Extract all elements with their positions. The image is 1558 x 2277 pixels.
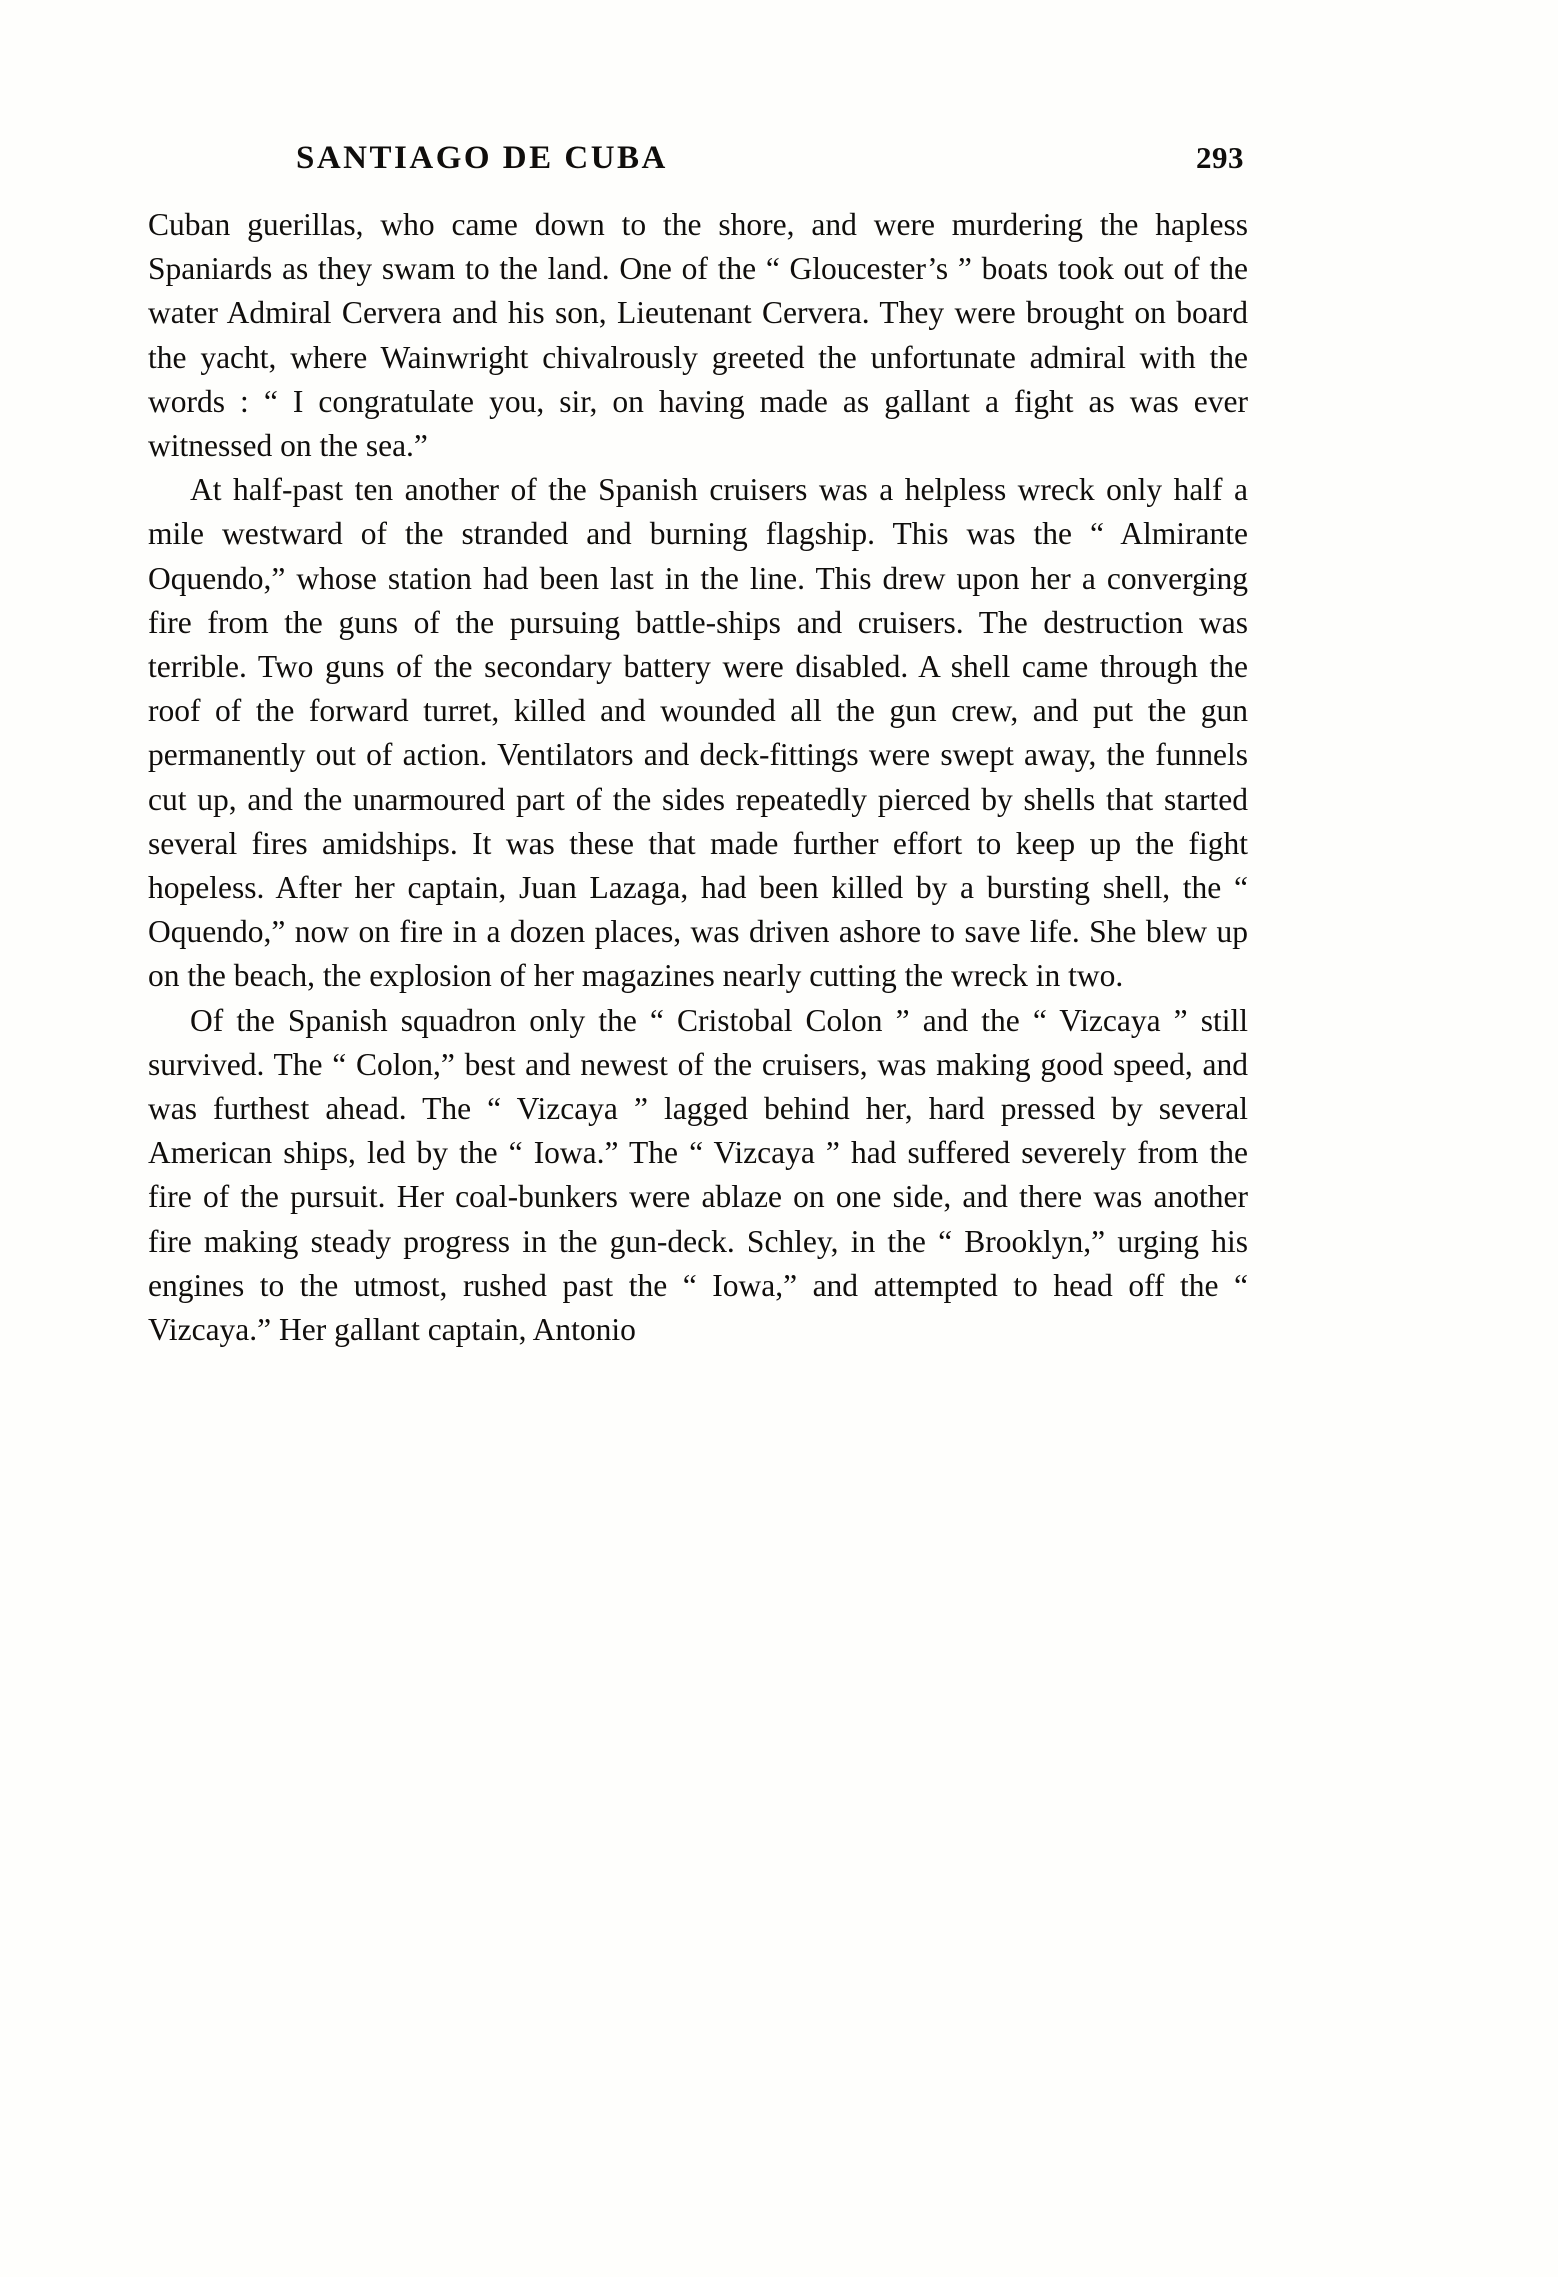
body-text	[148, 203, 1248, 1352]
running-head	[148, 140, 1248, 177]
paragraph: Of the Spanish squadron only the “ Cristobal Colon ” and the “ Vizcaya ” still survived. The “ Colon,” best and newest of the cruisers, was making good speed, and was furthest ahead. The “ Vizcaya ” lagged behind her, hard pressed by several American ships, led by the “ Iowa.” The “ Vizcaya ” had suffered severely from the fire of the pursuit. Her coal-bunkers were ablaze on one side, and there was another fire making steady progress in the gun-deck. Schley, in the “ Brooklyn,” urging his engines to the utmost, rushed past the “ Iowa,” and attempted to head off the “ Vizcaya.” Her gallant captain, Antonio	[148, 1002, 1248, 1348]
page-title: SANTIAGO DE CUBA	[296, 140, 668, 176]
page-content	[148, 140, 1248, 1352]
page-number: 293	[1196, 140, 1244, 175]
paragraph: Cuban guerillas, who came down to the shore, and were murdering the hapless Spaniards as they swam to the land. One of the “ Gloucester’s ” boats took out of the water Admiral Cervera and his son, Lieutenant Cervera. They were brought on board the yacht, where Wainwright chivalrously greeted the unfortunate admiral with the words : “ I congratulate you, sir, on having made as gallant a fight as was ever witnessed on the sea.”	[148, 207, 1248, 464]
paragraph: At half-past ten another of the Spanish cruisers was a helpless wreck only half a mile westward of the stranded and burning flagship. This was the “ Almirante Oquendo,” whose station had been last in the line. This drew upon her a converging fire from the guns of the pursuing battle-ships and cruisers. The destruction was terrible. Two guns of the secondary battery were disabled. A shell came through the roof of the forward turret, killed and wounded all the gun crew, and put the gun permanently out of action. Ventilators and deck-fittings were swept away, the funnels cut up, and the unarmoured part of the sides repeatedly pierced by shells that started several fires amidships. It was these that made further effort to keep up the fight hopeless. After her captain, Juan Lazaga, had been killed by a bursting shell, the “ Oquendo,” now on fire in a dozen places, was driven ashore to save life. She blew up on the beach, the explosion of her magazines nearly cutting the wreck in two.	[148, 472, 1248, 994]
